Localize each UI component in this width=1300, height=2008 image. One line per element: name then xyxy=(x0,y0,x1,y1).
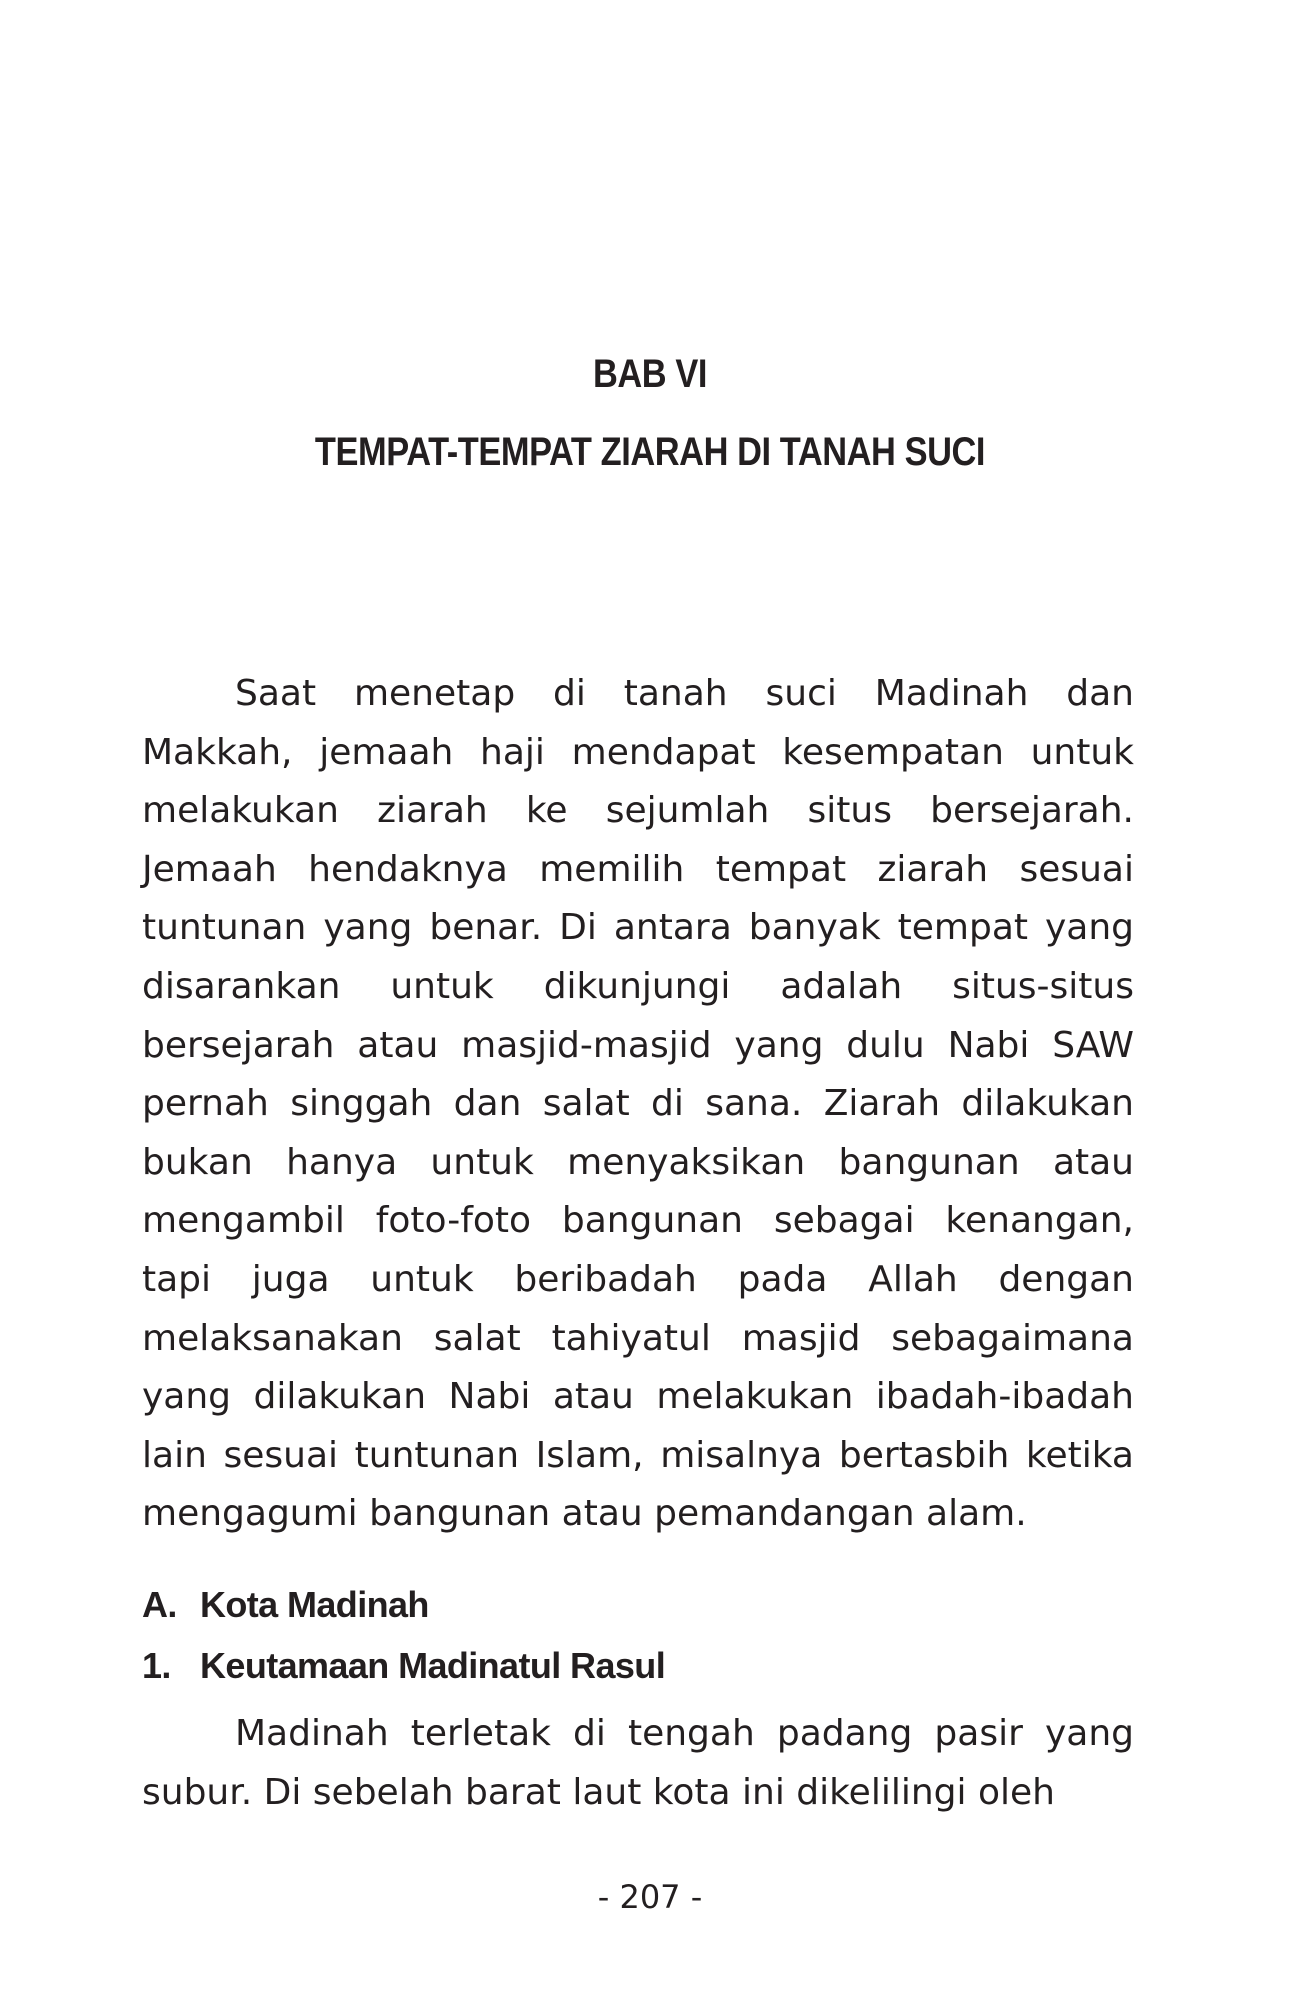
section-heading-kota-madinah xyxy=(142,1584,1134,1626)
page-number: - 207 - xyxy=(597,1878,703,1916)
intro-paragraph: Saat menetap di tanah suci Madinah dan Makkah, jemaah haji mendapat kesempatan untuk melakukan ziarah ke sejumlah situs bersejarah. Jemaah hendaknya memilih tempat ziarah sesuai tuntunan yang benar. Di antara banyak tempat yang disarankan untuk dikunjungi adalah situs-situs bersejarah atau masjid-masjid yang dulu Nabi SAW pernah singgah dan salat di sana. Ziarah dilakukan bukan hanya untuk menyaksikan bangunan atau mengambil foto-foto bangunan sebagai kenangan, tapi juga untuk beribadah pada Allah dengan melaksanakan salat tahiyatul masjid sebagaimana yang dilakukan Nabi atau melakukan ibadah-ibadah lain sesuai tuntunan Islam, misalnya bertasbih ketika mengagumi bangunan atau pemandangan alam. xyxy=(142,673,1134,1535)
subsection-heading-keutamaan xyxy=(142,1645,1134,1687)
subsection-number: 1. xyxy=(142,1645,171,1686)
section-number: A. xyxy=(142,1584,177,1625)
madinah-paragraph: Madinah terletak di tengah padang pasir yang subur. Di sebelah barat laut kota ini dikelilingi oleh xyxy=(142,1713,1134,1813)
section-title: Kota Madinah xyxy=(200,1584,429,1625)
chapter-title: TEMPAT-TEMPAT ZIARAH DI TANAH SUCI xyxy=(314,430,986,474)
chapter-label: BAB VI xyxy=(592,352,708,396)
subsection-title: Keutamaan Madinatul Rasul xyxy=(200,1645,666,1686)
